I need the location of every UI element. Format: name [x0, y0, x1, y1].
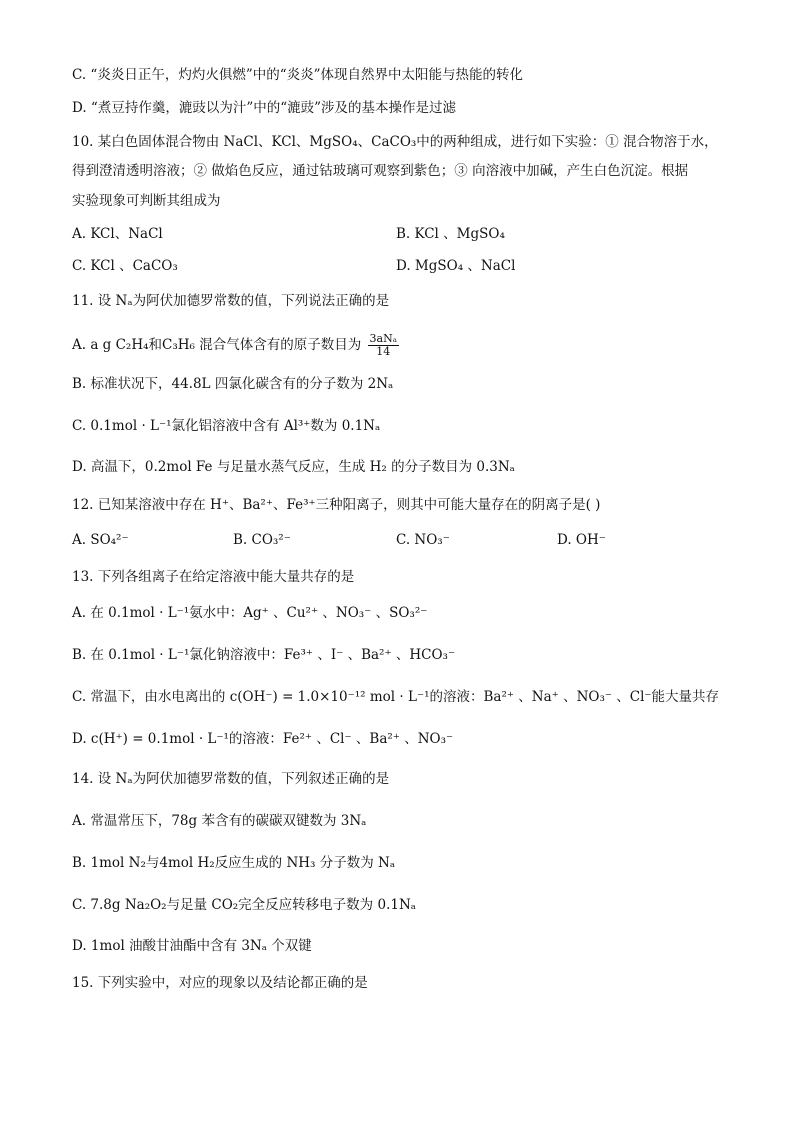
q14-stem: 14. 设 Nₐ为阿伏加德罗常数的值，下列叙述正确的是	[72, 771, 390, 787]
q11-option-a-text: A. a g C₂H₄和C₃H₆ 混合气体含有的原子数目为	[72, 337, 362, 353]
fraction-numerator: 3aNₐ	[369, 332, 397, 345]
q9-option-d: D. “煮豆持作羹，漉豉以为汁”中的“漉豉”涉及的基本操作是过滤	[72, 100, 457, 116]
q10-stem-line1: 10. 某白色固体混合物由 NaCl、KCl、MgSO₄、CaCO₃中的两种组成，进行如下实验：① 混合物溶于水，	[72, 134, 718, 150]
q10-option-b: B. KCl 、MgSO₄	[396, 226, 505, 242]
q13-option-a: A. 在 0.1mol · L⁻¹氨水中：Ag⁺ 、Cu²⁺ 、NO₃⁻ 、SO₃²⁻	[72, 605, 428, 621]
q10-option-d: D. MgSO₄ 、NaCl	[396, 258, 516, 274]
q9-option-c: C. “炎炎日正午，灼灼火俱燃”中的“炎炎”体现自然界中太阳能与热能的转化	[72, 67, 524, 83]
q12-option-d: D. OH⁻	[557, 532, 606, 548]
q11-option-d: D. 高温下，0.2mol Fe 与足量水蒸气反应，生成 H₂ 的分子数目为 0.3Nₐ	[72, 459, 515, 475]
q13-option-c: C. 常温下，由水电离出的 c(OH⁻) = 1.0×10⁻¹² mol · L⁻¹的溶液：Ba²⁺ 、Na⁺ 、NO₃⁻ 、Cl⁻能大量共存	[72, 689, 720, 705]
q14-option-d: D. 1mol 油酸甘油酯中含有 3Nₐ 个双键	[72, 938, 312, 954]
q12-option-b: B. CO₃²⁻	[233, 532, 291, 548]
q10-stem-line2: 得到澄清透明溶液；② 做焰色反应，通过钴玻璃可观察到紫色；③ 向溶液中加碱，产生白色沉淀。根据	[72, 163, 689, 179]
q10-stem-line3: 实验现象可判断其组成为	[72, 193, 221, 209]
q11-option-c: C. 0.1mol · L⁻¹氯化铝溶液中含有 Al³⁺数为 0.1Nₐ	[72, 418, 381, 434]
fraction-denominator: 14	[376, 345, 391, 358]
q13-option-d: D. c(H⁺) = 0.1mol · L⁻¹的溶液：Fe²⁺ 、Cl⁻ 、Ba²⁺ 、NO₃⁻	[72, 731, 454, 747]
q12-option-a: A. SO₄²⁻	[72, 532, 129, 548]
q14-option-a: A. 常温常压下，78g 苯含有的碳碳双键数为 3Nₐ	[72, 813, 367, 829]
q11-option-b: B. 标准状况下，44.8L 四氯化碳含有的分子数为 2Nₐ	[72, 376, 394, 392]
q13-option-b: B. 在 0.1mol · L⁻¹氯化钠溶液中：Fe³⁺ 、I⁻ 、Ba²⁺ 、HCO₃⁻	[72, 647, 456, 663]
q15-stem: 15. 下列实验中，对应的现象以及结论都正确的是	[72, 975, 368, 991]
q14-option-b: B. 1mol N₂与4mol H₂反应生成的 NH₃ 分子数为 Nₐ	[72, 855, 396, 871]
q11-stem: 11. 设 Nₐ为阿伏加德罗常数的值，下列说法正确的是	[72, 293, 390, 309]
q14-option-c: C. 7.8g Na₂O₂与足量 CO₂完全反应转移电子数为 0.1Nₐ	[72, 897, 416, 913]
q11-option-a	[72, 333, 401, 358]
q12-option-c: C. NO₃⁻	[396, 532, 450, 548]
q12-stem: 12. 已知某溶液中存在 H⁺、Ba²⁺、Fe³⁺三种阳离子，则其中可能大量存在的阴离子是( )	[72, 497, 601, 513]
q13-stem: 13. 下列各组离子在给定溶液中能大量共存的是	[72, 569, 355, 585]
q11-option-a-fraction	[368, 333, 399, 358]
q10-option-c: C. KCl 、CaCO₃	[72, 258, 178, 274]
q10-option-a: A. KCl、NaCl	[72, 226, 163, 242]
